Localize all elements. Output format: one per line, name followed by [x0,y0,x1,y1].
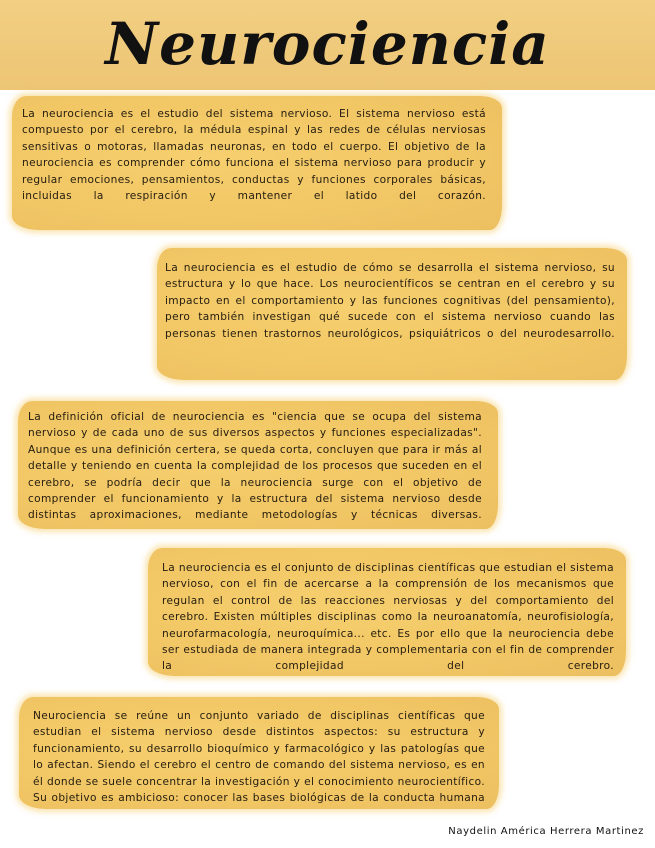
note-card-4 [148,548,626,676]
author-signature: Naydelin América Herrera Martinez [448,826,644,837]
note-text-5: Neurociencia se reúne un conjunto variado de disciplinas científicas que estudian el sistema nervioso desde distintos aspectos: su estructura y funcionamiento, su desarrollo bioquímico y farmacológico y las patologías que lo afectan. Siendo el cerebro el centro de comando del sistema nervioso, es en él donde se suele concentrar la investigación y el conocimiento neurocientífico. Su objetivo es ambicioso: conocer las bases biológicas de la conducta humana [33,710,485,805]
page-title: Neurociencia [105,10,550,78]
note-card-1 [12,96,502,230]
note-text-1: La neurociencia es el estudio del sistema nervioso. El sistema nervioso está compuesto por el cerebro, la médula espinal y las redes de células nerviosas sensitivas o motoras, llamadas neuronas, en todo el cuerpo. El objetivo de la neurociencia es comprender cómo funciona el sistema nervioso para producir y regular emociones, pensamientos, conductas y funciones corporales básicas, incluidas la respiración y mantener el latido del corazón. [22,108,486,203]
note-card-3 [18,401,498,529]
note-card-2 [157,248,627,380]
note-text-2: La neurociencia es el estudio de cómo se desarrolla el sistema nervioso, su estructura y lo que hace. Los neurocientíficos se centran en el cerebro y su impacto en el comportamiento y las funciones cognitivas (del pensamiento), pero también investigan qué sucede con el sistema nervioso cuando las personas tienen trastornos neurológicos, psiquiátricos o del neurodesarrollo. [165,262,615,340]
note-card-5 [19,697,499,809]
note-text-3: La definición oficial de neurociencia es "ciencia que se ocupa del sistema nervioso y de cada uno de sus diversos aspectos y funciones especializadas". Aunque es una definición certera, se queda corta, concluyen que para ir más al detalle y teniendo en cuenta la complejidad de los procesos que suceden en el cerebro, se podría decir que la neurociencia surge con el objetivo de comprender el funcionamiento y la estructura del sistema nervioso desde distintas aproximaciones, mediante metodologías y técnicas diversas. [28,411,482,522]
note-text-4: La neurociencia es el conjunto de disciplinas científicas que estudian el sistema nervioso, con el fin de acercarse a la comprensión de los mecanismos que regulan el control de las reacciones nerviosas y del comportamiento del cerebro. Existen múltiples disciplinas como la neuroanatomía, neurofisiología, neurofarmacología, neuroquímica... etc. Es por ello que la neurociencia debe ser estudiada de manera integrada y complementaria con el fin de comprender la complejidad del cerebro. [162,562,614,673]
